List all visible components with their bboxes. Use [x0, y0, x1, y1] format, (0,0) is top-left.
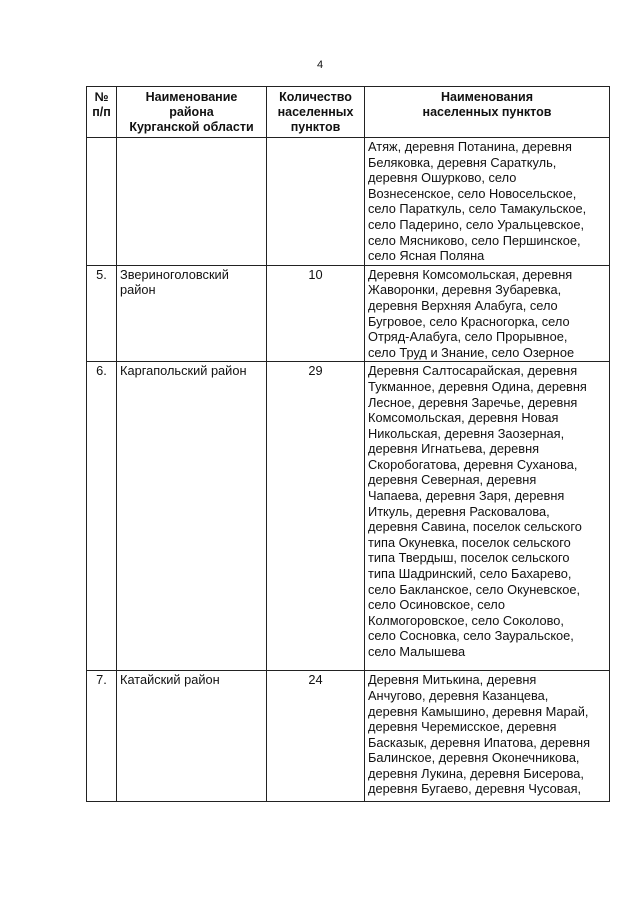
settlement-count: 29	[267, 362, 365, 671]
settlements-table	[86, 86, 610, 802]
settlement-names: Атяж, деревня Потанина, деревня Беляковка, деревня Сараткуль, деревня Ошурково, село Вознесенское, село Новосельское, село Параткуль, село Тамакульское, село Падерино, село Уральцевское, село Мясниково, село Першинское, село Ясная Поляна	[365, 138, 610, 266]
table-header-row	[87, 87, 610, 138]
header-district: Наименование района Курганской области	[117, 87, 267, 138]
district-name	[117, 138, 267, 266]
settlement-names: Деревня Митькина, деревня Анчугово, деревня Казанцева, деревня Камышино, деревня Марай, деревня Черемисское, деревня Басказык, деревня Ипатова, деревня Балинское, деревня Оконечникова, деревня Лукина, деревня Бисерова, деревня Бугаево, деревня Чусовая,	[365, 671, 610, 802]
row-number: 5.	[87, 265, 117, 362]
header-num: № п/п	[87, 87, 117, 138]
settlement-names: Деревня Салтосарайская, деревня Тукманное, деревня Одина, деревня Лесное, деревня Заречье, деревня Комсомольская, деревня Новая Никольская, деревня Заозерная, деревня Игнатьева, деревня Скоробогатова, деревня Суханова, деревня Северная, деревня Чапаева, деревня Заря, деревня Иткуль, деревня Расковалова, деревня Савина, поселок сельского типа Окуневка, поселок сельского типа Твердыш, поселок сельского типа Шадринский, село Бахарево, село Бакланское, село Окуневское, село Осиновское, село Колмогоровское, село Соколово, село Сосновка, село Зауральское, село Малышева	[365, 362, 610, 671]
table-row	[87, 138, 610, 266]
header-count: Количество населенных пунктов	[267, 87, 365, 138]
settlement-names: Деревня Комсомольская, деревня Жаворонки, деревня Зубаревка, деревня Верхняя Алабуга, село Бугровое, село Красногорка, село Отряд-Алабуга, село Прорывное, село Труд и Знание, село Озерное	[365, 265, 610, 362]
row-number: 7.	[87, 671, 117, 802]
district-name: Каргапольский район	[117, 362, 267, 671]
district-name: Звериноголовский район	[117, 265, 267, 362]
row-number: 6.	[87, 362, 117, 671]
settlement-count: 10	[267, 265, 365, 362]
page-number: 4	[316, 59, 324, 71]
table-row	[87, 671, 610, 802]
header-places: Наименования населенных пунктов	[365, 87, 610, 138]
district-name: Катайский район	[117, 671, 267, 802]
table-row	[87, 362, 610, 671]
table-row	[87, 265, 610, 362]
settlement-count	[267, 138, 365, 266]
row-number	[87, 138, 117, 266]
settlement-count: 24	[267, 671, 365, 802]
